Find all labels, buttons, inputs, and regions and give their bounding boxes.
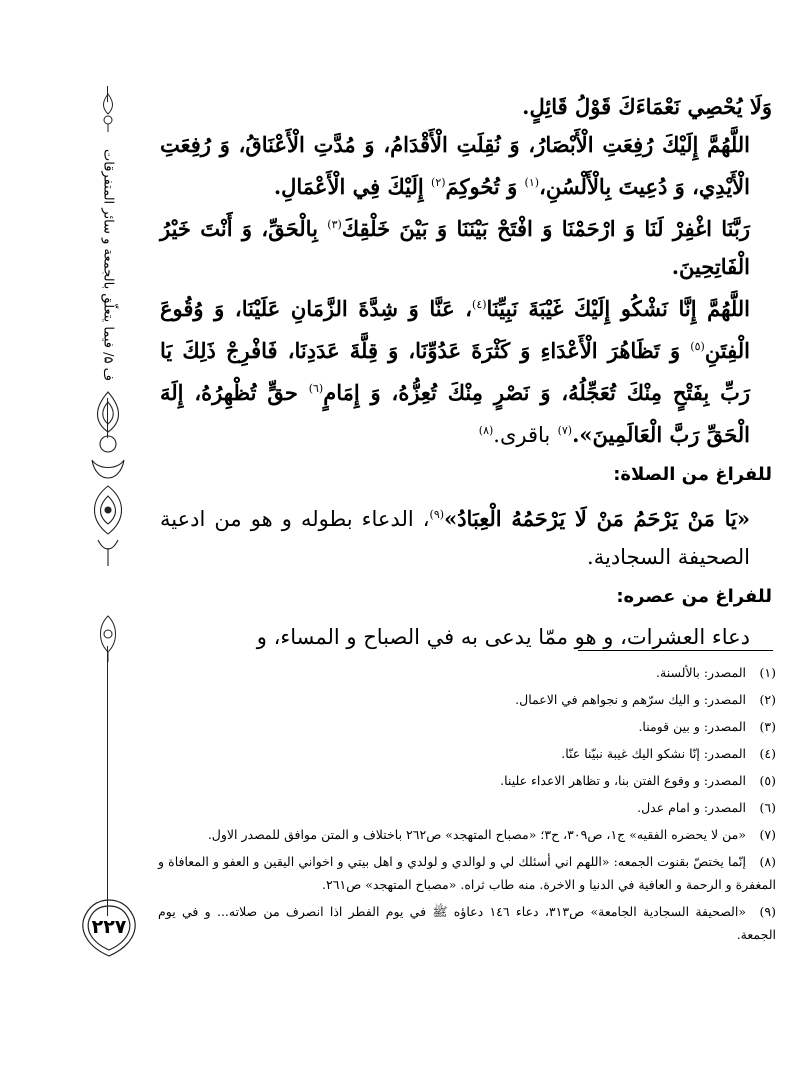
footnote [158, 900, 776, 946]
footnote-text: إنّما يختصّ بقنوت الجمعه: «اللهم اني أسئلك لي و لوالدي و لولدي و اهل بيتي و اخواني اليقين و العفو و المعافاة و المغفرة و الرحمة و العافية في الدنيا و الاخرة. منه طاب ثراه. «مصباح المتهجد» ص٢٦١. [158, 854, 776, 892]
page-number: ۲۲۷ [91, 916, 127, 938]
prayer-line [160, 88, 772, 126]
prayer-paragraph [160, 286, 772, 454]
footnote-ref[interactable]: (٣) [327, 218, 342, 231]
footnote-number: (٢) [759, 692, 776, 707]
footnote-number: (٥) [759, 773, 776, 788]
footnote-ref[interactable]: (١) [524, 176, 540, 189]
footnote [158, 742, 776, 765]
footnote-number: (٣) [759, 719, 776, 734]
body-text: ، الدعاء بطوله و هو من ادعية الصحيفة السجادية. [160, 507, 750, 569]
source-text: باقرى. [493, 423, 551, 447]
footnote-number: (٧) [759, 827, 776, 842]
footnote-ref[interactable]: (٨) [478, 424, 494, 437]
footnote-text: المصدر: و بين قومنا. [638, 719, 746, 734]
footnote [158, 850, 776, 896]
footnote-ref[interactable]: (٩) [429, 508, 445, 521]
footnote-ref[interactable]: (٧) [557, 424, 573, 437]
body-text: دعاء العشرات، و هو ممّا يدعى به في الصباح و المساء، و [256, 625, 750, 649]
footnote-number: (٦) [759, 800, 776, 815]
footnote [158, 769, 776, 792]
arabesque-ornament-icon [84, 388, 132, 568]
footnote-number: (٩) [759, 904, 776, 919]
prayer-text: اللَّهُمَّ إِنَّا نَشْكُو إِلَيْكَ غَيْبَةَ نَبِيِّنَا [486, 296, 750, 321]
top-ornament-icon [84, 92, 132, 132]
prayer-text: «يَا مَنْ يَرْحَمُ مَنْ لَا يَرْحَمُهُ الْعِبَادُ» [444, 506, 750, 531]
prayer-text: اللَّهُمَّ إِلَيْكَ رُفِعَتِ الْأَبْصَارُ، وَ نُقِلَتِ الْأَقْدَامُ، وَ مُدَّتِ الْأَعْنَاقُ، وَ رُفِعَتِ الْأَيْدِي، وَ دُعِيتَ بِالْأَلْسُنِ، [160, 132, 750, 199]
footnote-ref[interactable]: (٢) [431, 176, 446, 189]
footnote-number: (١) [759, 665, 776, 680]
footnote-ref[interactable]: (٦) [308, 382, 324, 395]
prayer-text: بِالْحَقِّ، وَ أَنْتَ خَيْرُ الْفَاتِحِينَ. [160, 216, 750, 279]
footnote-text: «من لا يحضره الفقيه» ج١، ص٣٠٩، ح٣؛ «مصباح المتهجد» ص٢٦٢ باختلاف و المتن موافق للمصدر الاول. [207, 827, 746, 842]
footnote-text: المصدر: و وقوع الفتن بنا، و تظاهر الاعداء علينا. [500, 773, 746, 788]
footnote-text: المصدر: بالألسنة. [656, 665, 746, 680]
footnote [158, 823, 776, 846]
footnote [158, 796, 776, 819]
footnote-separator [578, 650, 773, 651]
footnote-number: (٨) [759, 854, 776, 869]
footnotes [158, 661, 776, 950]
footnote [158, 661, 776, 684]
small-ornament-icon [84, 612, 132, 662]
prayer-text: رَبَّنَا اغْفِرْ لَنَا وَ ارْحَمْنَا وَ افْتَحْ بَيْنَنَا وَ بَيْنَ خَلْقِكَ [341, 216, 750, 241]
prayer-text: وَلَا يُحْصِي نَعْمَاءَكَ قَوْلُ قَائِلٍ. [522, 94, 772, 119]
section-heading: للفراغ من عصره: [616, 586, 772, 607]
running-title: ف ۵/ فيما يتعلّق بالجمعة و سائر المتفرقات [100, 148, 116, 382]
prayer-text: إِلَيْكَ فِي الْأَعْمَالِ. [273, 174, 424, 199]
footnote [158, 688, 776, 711]
footnote-text: المصدر: و امام عدل. [637, 800, 746, 815]
prayer-paragraph [160, 496, 772, 576]
prayer-paragraph [160, 206, 772, 286]
footnote-text: المصدر: و اليك سرّهم و نجواهم في الاعمال. [515, 692, 746, 707]
prayer-text: حقٍّ تُظْهِرُهُ، إِلَهَ الْحَقِّ رَبَّ الْعَالَمِينَ». [160, 380, 750, 447]
footnote-text: «الصحيفة السجادية الجامعة» ص٣١٣، دعاء ١٤٦ دعاؤه ﷺ في يوم الفطر اذا انصرف من صلاته... و في يوم الجمعة. [158, 904, 776, 942]
section-heading: للفراغ من الصلاة: [613, 464, 772, 485]
prayer-text: وَ تُحُوكِمَ [445, 174, 518, 199]
footnote-ref[interactable]: (٥) [690, 340, 705, 353]
footnote [158, 715, 776, 738]
margin-rule [107, 646, 108, 916]
prayer-text: وَ تَظَاهُرَ الْأَعْدَاءِ وَ كَثْرَةَ عَدُوِّنَا، وَ قِلَّةَ عَدَدِنَا، فَافْرِجْ ذَلِكَ يَا رَبِّ بِفَتْحٍ مِنْكَ تُعَجِّلُهُ، وَ نَصْرٍ مِنْكَ تُعِزُّهُ، وَ إِمَامٍ [160, 338, 750, 405]
prayer-paragraph [160, 126, 772, 206]
footnote-text: المصدر: إنّا نشكو اليك غيبة نبيّنا عنّا. [561, 746, 746, 761]
footnote-number: (٤) [759, 746, 776, 761]
footnote-ref[interactable]: (٤) [472, 298, 487, 311]
main-text [160, 88, 772, 656]
prayer-text: ، عَنَّا وَ شِدَّةَ الزَّمَانِ عَلَيْنَا، وَ وُقُوعَ الْفِتَنِ [160, 296, 750, 363]
